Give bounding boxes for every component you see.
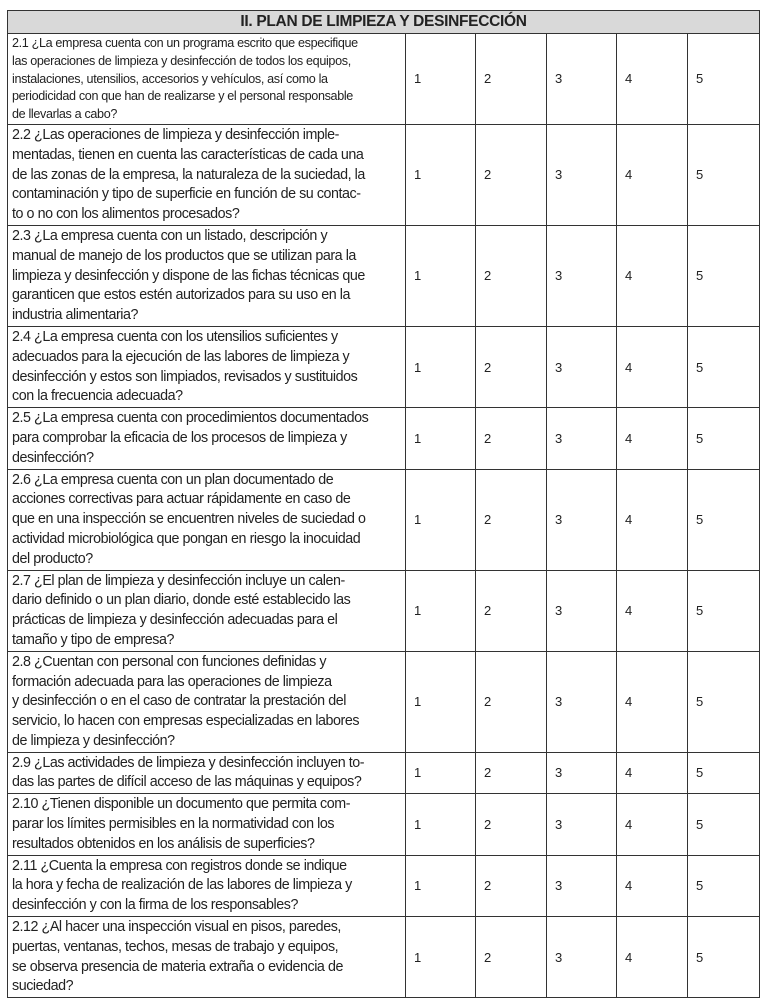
question-text: 2.9 ¿Las actividades de limpieza y desinfección incluyen to- das las partes de difícil acceso de las máquinas y equipos? bbox=[8, 752, 406, 794]
question-text: 2.8 ¿Cuentan con personal con funciones definidas y formación adecuada para las operaciones de limpieza y desinfección o en el caso de contratar la prestación del servicio, lo hacen con empresas especializadas en labores de limpieza y desinfección? bbox=[8, 651, 406, 752]
rating-option-4[interactable]: 4 bbox=[617, 225, 688, 326]
rating-option-2[interactable]: 2 bbox=[476, 124, 547, 225]
question-row bbox=[8, 34, 760, 125]
question-text: 2.7 ¿El plan de limpieza y desinfección incluye un calen- dario definido o un plan diario, donde esté establecido las prácticas de limpieza y desinfección adecuadas para el tamaño y tipo de empresa? bbox=[8, 570, 406, 651]
section-title: II. PLAN DE LIMPIEZA Y DESINFECCIÓN bbox=[8, 11, 760, 34]
rating-option-4[interactable]: 4 bbox=[617, 651, 688, 752]
rating-option-3[interactable]: 3 bbox=[547, 225, 617, 326]
rating-option-5[interactable]: 5 bbox=[688, 651, 760, 752]
question-text: 2.12 ¿Al hacer una inspección visual en pisos, paredes, puertas, ventanas, techos, mesas de trabajo y equipos, se observa presencia de materia extraña o evidencia de suciedad? bbox=[8, 917, 406, 998]
rating-option-3[interactable]: 3 bbox=[547, 469, 617, 570]
rating-option-2[interactable]: 2 bbox=[476, 794, 547, 855]
rating-option-2[interactable]: 2 bbox=[476, 752, 547, 794]
question-row bbox=[8, 794, 760, 855]
rating-option-1[interactable]: 1 bbox=[406, 124, 476, 225]
question-row bbox=[8, 917, 760, 998]
section-header-row bbox=[8, 11, 760, 34]
question-row bbox=[8, 326, 760, 407]
rating-option-3[interactable]: 3 bbox=[547, 855, 617, 916]
rating-option-4[interactable]: 4 bbox=[617, 326, 688, 407]
rating-option-4[interactable]: 4 bbox=[617, 917, 688, 998]
rating-option-2[interactable]: 2 bbox=[476, 651, 547, 752]
rating-option-3[interactable]: 3 bbox=[547, 752, 617, 794]
checklist-table bbox=[7, 10, 760, 998]
rating-option-5[interactable]: 5 bbox=[688, 794, 760, 855]
rating-option-2[interactable]: 2 bbox=[476, 34, 547, 125]
rating-option-1[interactable]: 1 bbox=[406, 917, 476, 998]
question-row bbox=[8, 469, 760, 570]
rating-option-5[interactable]: 5 bbox=[688, 752, 760, 794]
question-row bbox=[8, 651, 760, 752]
rating-option-1[interactable]: 1 bbox=[406, 469, 476, 570]
rating-option-3[interactable]: 3 bbox=[547, 917, 617, 998]
rating-option-3[interactable]: 3 bbox=[547, 570, 617, 651]
question-row bbox=[8, 225, 760, 326]
question-row bbox=[8, 570, 760, 651]
rating-option-4[interactable]: 4 bbox=[617, 124, 688, 225]
rating-option-1[interactable]: 1 bbox=[406, 34, 476, 125]
rating-option-2[interactable]: 2 bbox=[476, 408, 547, 469]
question-text: 2.6 ¿La empresa cuenta con un plan documentado de acciones correctivas para actuar rápidamente en caso de que en una inspección se encuentren niveles de suciedad o actividad microbiológica que pongan en riesgo la inocuidad del producto? bbox=[8, 469, 406, 570]
rating-option-4[interactable]: 4 bbox=[617, 34, 688, 125]
rating-option-4[interactable]: 4 bbox=[617, 794, 688, 855]
question-text: 2.3 ¿La empresa cuenta con un listado, descripción y manual de manejo de los productos que se utilizan para la limpieza y desinfección y dispone de las fichas técnicas que garanticen que estos estén autorizados para su uso en la industria alimentaria? bbox=[8, 225, 406, 326]
question-text: 2.10 ¿Tienen disponible un documento que permita com- parar los límites permisibles en la normatividad con los resultados obtenidos en los análisis de superficies? bbox=[8, 794, 406, 855]
rating-option-3[interactable]: 3 bbox=[547, 651, 617, 752]
rating-option-5[interactable]: 5 bbox=[688, 225, 760, 326]
question-text: 2.2 ¿Las operaciones de limpieza y desinfección imple- mentadas, tienen en cuenta las características de cada una de las zonas de la empresa, la naturaleza de la suciedad, la contaminación y tipo de superficie en función de su contac- to o no con los alimentos procesados? bbox=[8, 124, 406, 225]
rating-option-1[interactable]: 1 bbox=[406, 326, 476, 407]
rating-option-5[interactable]: 5 bbox=[688, 124, 760, 225]
rating-option-1[interactable]: 1 bbox=[406, 855, 476, 916]
question-text: 2.11 ¿Cuenta la empresa con registros donde se indique la hora y fecha de realización de las labores de limpieza y desinfección y con la firma de los responsables? bbox=[8, 855, 406, 916]
rating-option-5[interactable]: 5 bbox=[688, 570, 760, 651]
rating-option-1[interactable]: 1 bbox=[406, 794, 476, 855]
rating-option-3[interactable]: 3 bbox=[547, 326, 617, 407]
question-text: 2.4 ¿La empresa cuenta con los utensilios suficientes y adecuados para la ejecución de las labores de limpieza y desinfección y estos son limpiados, revisados y sustituidos con la frecuencia adecuada? bbox=[8, 326, 406, 407]
question-row bbox=[8, 855, 760, 916]
rating-option-3[interactable]: 3 bbox=[547, 794, 617, 855]
rating-option-5[interactable]: 5 bbox=[688, 855, 760, 916]
rating-option-1[interactable]: 1 bbox=[406, 570, 476, 651]
rating-option-3[interactable]: 3 bbox=[547, 124, 617, 225]
question-row bbox=[8, 752, 760, 794]
rating-option-5[interactable]: 5 bbox=[688, 34, 760, 125]
rating-option-2[interactable]: 2 bbox=[476, 326, 547, 407]
rating-option-3[interactable]: 3 bbox=[547, 408, 617, 469]
question-text: 2.1 ¿La empresa cuenta con un programa escrito que especifique las operaciones de limpieza y desinfección de todos los equipos, instalaciones, utensilios, accesorios y vehículos, así como la periodicidad con que han de realizarse y el personal responsable de llevarlas a cabo? bbox=[8, 34, 406, 125]
rating-option-5[interactable]: 5 bbox=[688, 917, 760, 998]
rating-option-2[interactable]: 2 bbox=[476, 469, 547, 570]
rating-option-4[interactable]: 4 bbox=[617, 408, 688, 469]
question-row bbox=[8, 124, 760, 225]
rating-option-4[interactable]: 4 bbox=[617, 855, 688, 916]
rating-option-1[interactable]: 1 bbox=[406, 408, 476, 469]
rating-option-4[interactable]: 4 bbox=[617, 752, 688, 794]
rating-option-1[interactable]: 1 bbox=[406, 651, 476, 752]
rating-option-5[interactable]: 5 bbox=[688, 469, 760, 570]
question-row bbox=[8, 408, 760, 469]
rating-option-4[interactable]: 4 bbox=[617, 570, 688, 651]
rating-option-2[interactable]: 2 bbox=[476, 855, 547, 916]
rating-option-2[interactable]: 2 bbox=[476, 570, 547, 651]
rating-option-5[interactable]: 5 bbox=[688, 408, 760, 469]
rating-option-1[interactable]: 1 bbox=[406, 225, 476, 326]
question-text: 2.5 ¿La empresa cuenta con procedimientos documentados para comprobar la eficacia de los procesos de limpieza y desinfección? bbox=[8, 408, 406, 469]
rating-option-2[interactable]: 2 bbox=[476, 917, 547, 998]
rating-option-5[interactable]: 5 bbox=[688, 326, 760, 407]
rating-option-1[interactable]: 1 bbox=[406, 752, 476, 794]
rating-option-2[interactable]: 2 bbox=[476, 225, 547, 326]
rating-option-3[interactable]: 3 bbox=[547, 34, 617, 125]
rating-option-4[interactable]: 4 bbox=[617, 469, 688, 570]
